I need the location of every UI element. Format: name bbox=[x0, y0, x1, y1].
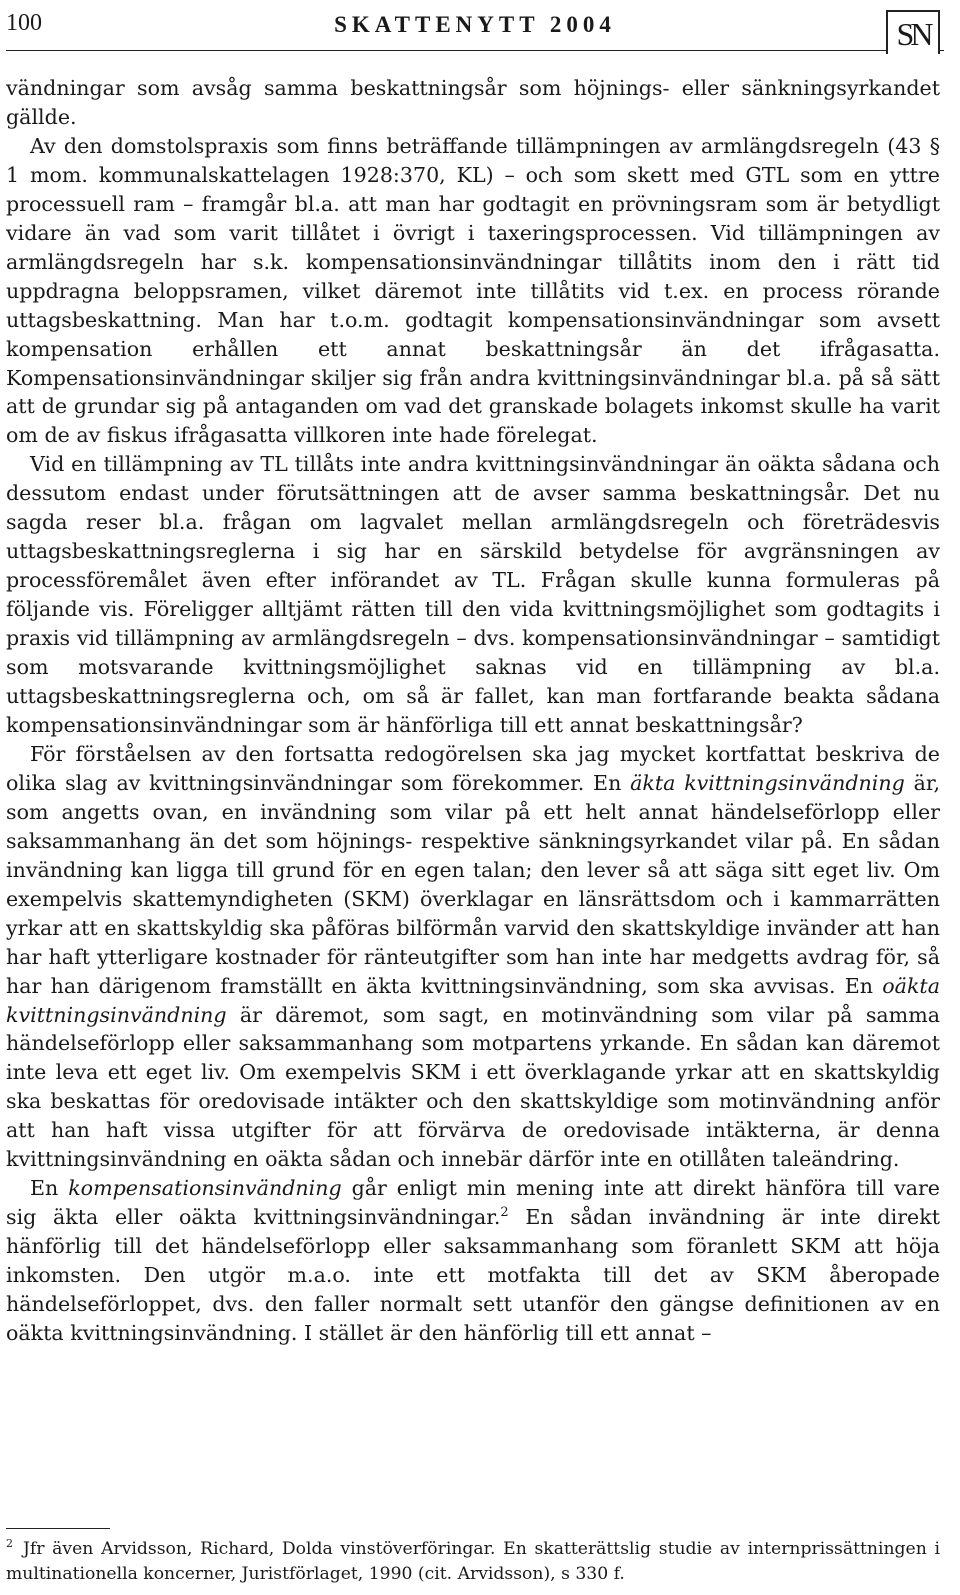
footnote-number: 2 bbox=[6, 1537, 13, 1551]
term-akta-kvittningsinvandning: äkta kvittningsinvändning bbox=[630, 770, 905, 795]
paragraph-1: vändningar som avsåg samma beskattningsår som höjnings- eller sänkningsyrkandet gällde. bbox=[6, 76, 940, 129]
journal-logo: SN bbox=[886, 10, 940, 54]
footnote-text: Jfr även Arvidsson, Richard, Dolda vinstöverföringar. En skatterättslig studie av internprissättningen i multinationella koncerner, Juristförlaget, 1990 (cit. Arvidsson), s 330 f. bbox=[6, 1539, 940, 1584]
paragraph-2: Av den domstolspraxis som finns beträffande tillämpningen av armlängdsregeln (43 § 1 mom. kommunalskattelagen 1928:370, KL) – och som skett med GTL som en yttre processuell ram – framgår bl.a. att man har godtagit en prövningsram som är betydligt vidare än vad som varit tillåtet i övrigt i taxeringsprocessen. Vid tillämpningen av armlängdsregeln har s.k. kompensationsinvändningar tillåtits inom den i rätt tid uppdragna beloppsramen, vilket däremot inte tillåtits vid t.ex. en process rörande uttagsbeskattning. Man har t.o.m. godtagit kompensationsinvändningar som avsett kompensation erhållen ett annat beskattningsår än det ifrågasatta. Kompensationsinvändningar skiljer sig från andra kvittningsinvändningar bl.a. på så sätt att de grundar sig på antaganden om vad det granskade bolagets inkomst skulle ha varit om de av fiskus ifrågasatta villkoren inte hade förelegat. bbox=[6, 133, 940, 448]
journal-title: SKATTENYTT 2004 bbox=[334, 12, 616, 37]
term-kompensationsinvandning: kompensationsinvändning bbox=[68, 1176, 342, 1201]
term-oakta-kvittningsinvandning: oäkta kvittningsinvändning bbox=[6, 973, 940, 1027]
body-text bbox=[6, 74, 940, 1348]
paragraph-5: En kompensationsinvändning går enligt min mening inte att direkt hänföra till vare sig äkta eller oäkta kvittningsinvändningar.$^2$ En sådan invändning är inte direkt hänförlig till det händelseförlopp eller saksammanhang som föranlett SKM att höja inkomsten. Den utgör m.a.o. inte ett motfakta till det av SKM åberopade händelseförloppet, dvs. den faller normalt sett utanför den gängse definitionen av en oäkta kvittningsinvändning. I stället är den hänförlig till ett annat – bbox=[6, 1176, 940, 1345]
footnote-divider bbox=[6, 1528, 110, 1529]
footnote-reference: 2 bbox=[500, 1205, 509, 1221]
paragraph-4: För förståelsen av den fortsatta redogörelsen ska jag mycket kortfattat beskriva de olika slag av kvittningsinvändningar som förekommer. En äkta kvittningsinvändning är, som angetts ovan, en invändning som vilar på ett helt annat händelseförlopp eller saksammanhang än det som höjnings- respektive sänkningsyrkandet vilar på. En sådan invändning kan ligga till grund för en egen talan; den lever så att säga sitt eget liv. Om exempelvis skattemyndigheten (SKM) överklagar en länsrättsdom och i kammarrätten yrkar att en skattskyldig ska påföras bilförmån varvid den skattskyldige invänder att han har haft ytterligare kostnader för ränteutgifter som han inte har medgetts avdrag för, så har han därigenom framställt en äkta kvittningsinvändning, som ska avvisas. En oäkta kvittningsinvändning är däremot, som sagt, en motinvändning som vilar på samma händelseförlopp eller saksammanhang som motpartens yrkande. En sådan kan däremot inte leva ett eget liv. Om exempelvis SKM i ett överklagande yrkar att en skattskyldig ska beskattas för oredovisade intäkter och den skattskyldige som motinvändning anför att han haft vissa utgifter för att förvärva de oredovisade intäkterna, är denna kvittningsinvändning en oäkta sådan och innebär därför inte en otillåten taleändring. bbox=[6, 741, 940, 1172]
page-number: 100 bbox=[6, 10, 42, 36]
footnote bbox=[6, 1537, 940, 1587]
paragraph-3: Vid en tillämpning av TL tillåts inte andra kvittningsinvändningar än oäkta sådana och dessutom endast under förutsättningen att de avser samma beskattningsår. Det nu sagda reser bl.a. frågan om lagvalet mellan armlängdsregeln och företrädesvis uttagsbeskattningsreglerna i sig har en särskild betydelse för avgränsningen av processföremålet även efter införandet av TL. Frågan skulle kunna formuleras på följande vis. Föreligger alltjämt rätten till den vida kvittningsmöjlighet som godtagits i praxis vid tillämpning av armlängdsregeln – dvs. kompensationsinvändningar – samtidigt som motsvarande kvittningsmöjlighet saknas vid en tillämpning av bl.a. uttagsbeskattningsreglerna och, om så är fallet, kan man fortfarande beakta sådana kompensationsinvändningar som är hänförliga till ett annat beskattningsår? bbox=[6, 452, 940, 737]
page-header bbox=[6, 6, 944, 51]
